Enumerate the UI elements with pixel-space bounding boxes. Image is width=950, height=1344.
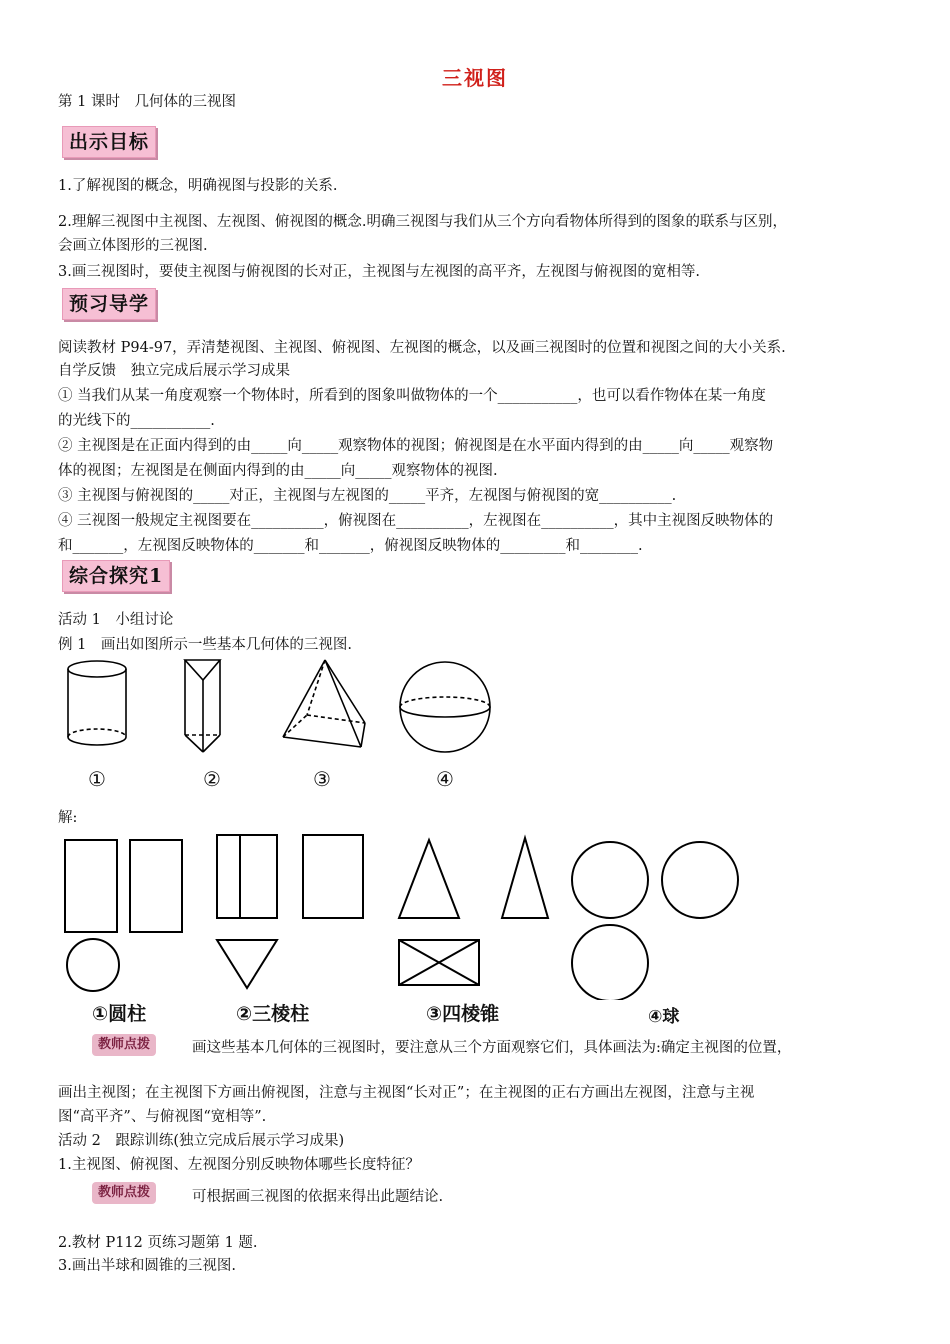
teacher-tip-badge-2: 教师点拨 [92, 1182, 156, 1204]
answer-label-cylinder: ①圆柱 [92, 1003, 147, 1025]
goal-1: 1.了解视图的概念，明确视图与投影的关系. [58, 178, 338, 194]
preview-q1: ① 当我们从某一角度观察一个物体时，所看到的图象叫做物体的一个___________，也可以看作物体在某一角度 [58, 388, 766, 404]
three-view-answers [55, 830, 755, 1000]
teacher-tip-badge-1: 教师点拨 [92, 1034, 156, 1056]
activity2-heading: 活动 2 跟踪训练(独立完成后展示学习成果) [58, 1133, 345, 1149]
sphere-side-view [662, 842, 738, 918]
cylinder-front-view [65, 840, 117, 932]
preview-feedback: 自学反馈 独立完成后展示学习成果 [58, 363, 290, 379]
preview-reading: 阅读教材 P94-97，弄清楚视图、主视图、俯视图、左视图的概念，以及画三视图时的位置和视图之间的大小关系. [58, 340, 786, 356]
page-title: 三视图 [442, 66, 508, 90]
cylinder-figure [68, 661, 126, 745]
banner-preview: 预习导学 [62, 288, 156, 320]
solution-label: 解: [58, 810, 78, 826]
preview-q1-cont: 的光线下的___________. [58, 413, 215, 429]
shape-number-4: ④ [436, 767, 454, 791]
prism-front-view [217, 835, 277, 918]
preview-q2: ② 主视图是在正面内得到的由_____向_____观察物体的视图；俯视图是在水平面内得到的由_____向_____观察物 [58, 438, 774, 454]
activity2-q3: 3.画出半球和圆锥的三视图. [58, 1258, 236, 1274]
cylinder-side-view [130, 840, 182, 932]
preview-q4: ④ 三视图一般规定主视图要在__________，俯视图在__________，左视图在__________，其中主视图反映物体的 [58, 513, 774, 529]
banner-goals: 出示目标 [62, 126, 156, 158]
goal-2: 2.理解三视图中主视图、左视图、俯视图的概念.明确三视图与我们从三个方向看物体所得到的图象的联系与区别， [58, 214, 787, 230]
answer-label-pyramid: ③四棱锥 [426, 1003, 500, 1025]
solid-figures [55, 655, 505, 760]
preview-q4-cont: 和_______，左视图反映物体的_______和_______，俯视图反映物体的_________和________. [58, 538, 643, 554]
prism-side-view [303, 835, 363, 918]
answer-label-prism: ②三棱柱 [236, 1003, 310, 1025]
goal-3: 3.画三视图时，要使主视图与俯视图的长对正，主视图与左视图的高平齐，左视图与俯视图的宽相等. [58, 264, 700, 280]
shape-number-1: ① [88, 767, 106, 791]
goal-2-cont: 会画立体图形的三视图. [58, 238, 208, 254]
sphere-figure [400, 662, 490, 752]
triangular-prism-figure [185, 660, 220, 752]
shape-number-3: ③ [313, 767, 331, 791]
square-pyramid-figure [283, 660, 365, 747]
prism-top-view [217, 940, 277, 988]
pyramid-side-view [502, 838, 548, 918]
lesson-subtitle: 第 1 课时 几何体的三视图 [58, 94, 236, 110]
activity2-q1: 1.主视图、俯视图、左视图分别反映物体哪些长度特征？ [58, 1157, 420, 1173]
preview-q2-cont: 体的视图；左视图是在侧面内得到的由_____向_____观察物体的视图. [58, 463, 498, 479]
banner-explore: 综合探究1 [62, 560, 170, 592]
activity1-heading: 活动 1 小组讨论 [58, 612, 174, 628]
teacher-tip-text-1: 画这些基本几何体的三视图时，要注意从三个方面观察它们，具体画法为:确定主视图的位置， [192, 1040, 792, 1056]
shape-number-2: ② [203, 767, 221, 791]
teacher-tip-text-2: 可根据画三视图的依据来得出此题结论. [192, 1189, 444, 1205]
example1: 例 1 画出如图所示一些基本几何体的三视图. [58, 637, 352, 653]
teacher-tip-text-1-end: 图“高平齐”、与俯视图“宽相等”. [58, 1109, 267, 1125]
activity2-q2: 2.教材 P112 页练习题第 1 题. [58, 1235, 258, 1251]
pyramid-front-view [399, 840, 459, 918]
answer-label-sphere: ④球 [648, 1007, 680, 1027]
cylinder-top-view [67, 939, 119, 991]
preview-q3: ③ 主视图与俯视图的_____对正，主视图与左视图的_____平齐，左视图与俯视图的宽__________. [58, 488, 677, 504]
sphere-top-view [572, 925, 648, 1000]
teacher-tip-text-1-cont: 画出主视图；在主视图下方画出俯视图，注意与主视图“长对正”；在主视图的正右方画出左视图，注意与主视 [58, 1085, 755, 1101]
sphere-front-view [572, 842, 648, 918]
